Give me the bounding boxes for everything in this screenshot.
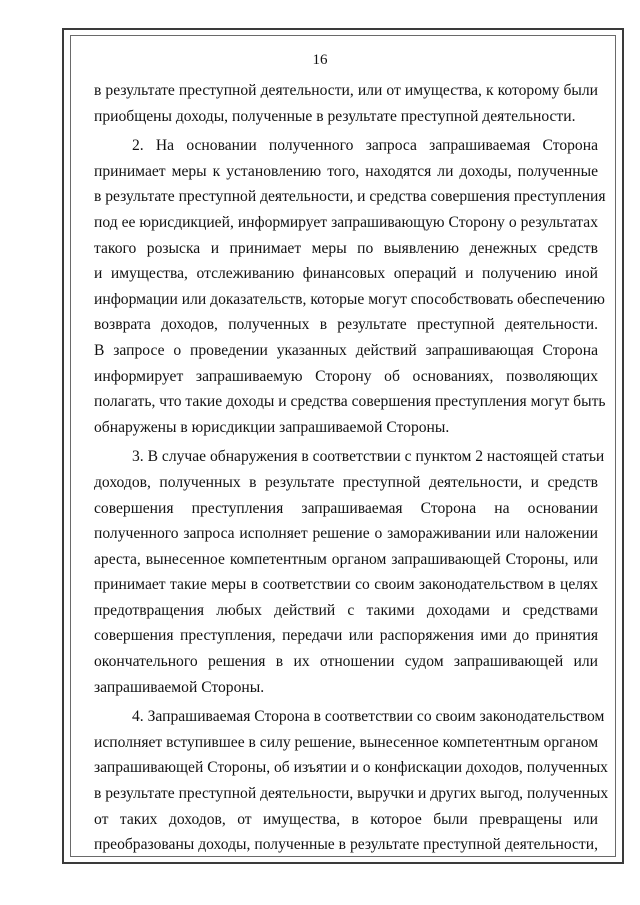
text-line: В запросе о проведении указанных действий запрашивающая Сторона — [94, 341, 598, 359]
text-line: от таких доходов, от имущества, в которое были превращены или — [94, 810, 598, 828]
document-body — [94, 78, 609, 858]
paragraph-clause-3 — [94, 444, 605, 700]
text-line: информации или доказательств, которые могут способствовать обеспечению — [94, 290, 605, 308]
text-line: в результате преступной деятельности, или от имущества, к которому были — [94, 82, 598, 99]
paragraph-clause-4 — [94, 704, 609, 858]
text-line: и имущества, отслеживанию финансовых операций и получению иной — [94, 265, 598, 283]
text-line: окончательного решения в их отношении судом запрашивающей или — [94, 653, 598, 671]
text-line: полагать, что такие доходы и средства совершения преступления могут быть — [94, 393, 606, 411]
text-line: информирует запрашиваемую Сторону об основаниях, позволяющих — [94, 367, 598, 385]
text-line: под ее юрисдикцией, информирует запрашивающую Сторону о результатах — [94, 213, 598, 231]
text-line: возврата доходов, полученных в результате преступной деятельности. — [94, 316, 598, 334]
text-line: ареста, вынесенное компетентным органом запрашивающей Стороны, или — [94, 550, 598, 568]
text-line: предотвращения любых действий с такими доходами и средствами — [94, 601, 598, 619]
text-line: в результате преступной деятельности, и средства совершения преступления — [94, 188, 606, 206]
text-line: исполняет вступившее в силу решение, вынесенное компетентным органом — [94, 733, 599, 751]
text-line: доходов, полученных в результате преступной деятельности, и средств — [94, 473, 598, 491]
text-line: 3. В случае обнаружения в соответствии с пунктом 2 настоящей статьи — [132, 448, 605, 466]
text-line: в результате преступной деятельности, выручки и других выгод, полученных — [94, 785, 609, 803]
text-line: обнаружены в юрисдикции запрашиваемой Стороны. — [94, 418, 450, 436]
text-line: совершения преступления запрашиваемая Сторона на основании — [94, 499, 598, 517]
text-line: принимает меры к установлению того, находятся ли доходы, полученные — [94, 162, 598, 180]
page-number: 16 — [312, 52, 328, 68]
text-line: преобразованы доходы, полученные в результате преступной деятельности, — [94, 836, 598, 854]
text-line: 4. Запрашиваемая Сторона в соответствии со своим законодательством — [132, 708, 605, 726]
text-line: запрашиваемой Стороны. — [94, 678, 265, 696]
text-line: полученного запроса исполняет решение о замораживании или наложении — [94, 525, 598, 543]
text-line: такого розыска и принимает меры по выявлению денежных средств — [94, 239, 598, 257]
text-line: запрашивающей Стороны, об изъятии и о конфискации доходов, полученных — [94, 759, 608, 777]
text-line: 2. На основании полученного запроса запрашиваемая Сторона — [132, 137, 598, 155]
paragraph-continuation — [94, 78, 598, 129]
text-line: совершения преступления, передачи или распоряжения ими до принятия — [94, 627, 598, 645]
text-line: принимает такие меры в соответствии со своим законодательством в целях — [94, 576, 598, 594]
paragraph-clause-2 — [94, 133, 606, 440]
text-line: приобщены доходы, полученные в результате преступной деятельности. — [94, 107, 576, 125]
